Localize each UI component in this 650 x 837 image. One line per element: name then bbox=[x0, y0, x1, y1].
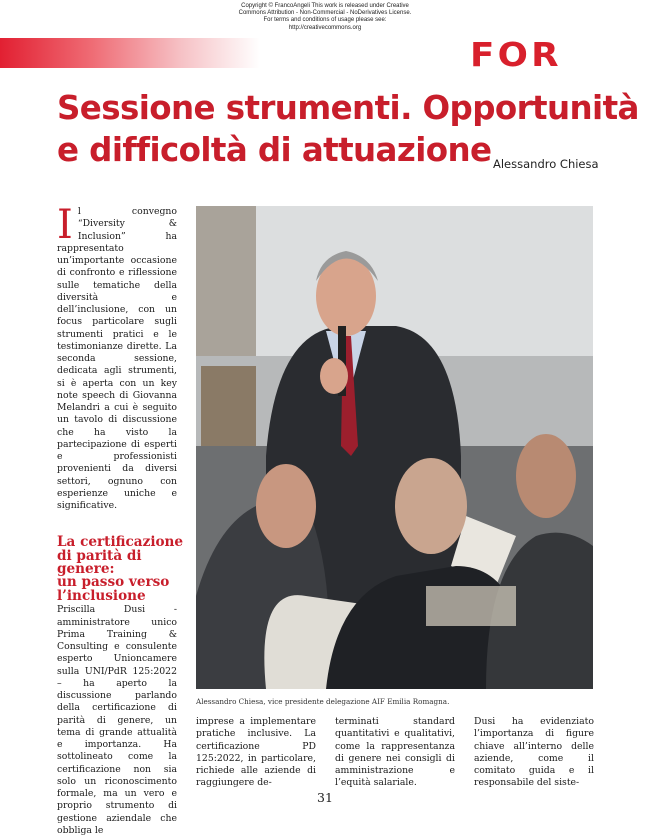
header-accent-band bbox=[0, 38, 260, 68]
license-line: For terms and conditions of usage please see: bbox=[263, 17, 387, 24]
section-heading bbox=[57, 534, 184, 604]
section-heading-line: La certificazione bbox=[57, 534, 184, 551]
intro-paragraph bbox=[57, 202, 177, 512]
section-heading-line: genere: bbox=[57, 561, 115, 578]
page-number: 31 bbox=[317, 790, 333, 805]
intro-text: l convegno “Diversity & Inclusion” ha rappresentato un’importante occasione di confronto e riflessione sulle tematiche della diversità e dell’inclusione, con un focus particolare sugli strumenti pratici e le testimonianze dirette. La seconda sessione, dedicata agli strumenti, si è aperta con un key note speech di Giovanna Melandri a cui è seguito un tavolo di discussione che ha visto la partecipazione di esperti e professionisti provenienti da diversi settori, ognuno con esperienze uniche e significative. bbox=[57, 206, 177, 511]
section-paragraph: Priscilla Dusi - amministratore unico Prima Training & Consulting e consulente esperto Unioncamere sulla UNI/PdR 125:2022 – ha aperto la discussione parlando della certificazione di parità di genere, un tema di grande attualità e importanza. Ha sottolineato come la certificazione non sia solo un riconoscimento formale, ma un vero e proprio strumento di gestione aziendale che obbliga le bbox=[57, 604, 177, 836]
section-heading-line: l’inclusione bbox=[57, 587, 146, 604]
magazine-logo: FOR bbox=[470, 35, 562, 74]
article-author: Alessandro Chiesa bbox=[493, 157, 599, 171]
section-heading-line: di parità di bbox=[57, 547, 142, 564]
left-column bbox=[57, 202, 184, 837]
article-title-line: Sessione strumenti. Opportunità bbox=[57, 89, 639, 127]
license-line: Copyright © FrancoAngeli This work is released under Creative bbox=[241, 3, 409, 9]
column-3-text: terminati standard quantitativi e qualitativi, come la rappresentanza di genere nei consigli di amministrazione e l’equità salariale. bbox=[335, 716, 455, 789]
speaker-photo bbox=[196, 206, 593, 689]
article-title-line: e difficoltà di attuazione bbox=[57, 131, 492, 169]
column-2-text: imprese a implementare pratiche inclusive. La certificazione PD 125:2022, in particolare, richiede alle aziende di raggiungere de- bbox=[196, 716, 316, 789]
section-heading-line: un passo verso bbox=[57, 574, 170, 591]
column-2 bbox=[196, 716, 316, 790]
speaker-photo-illustration bbox=[196, 206, 593, 689]
license-url: http://creativecommons.org bbox=[288, 24, 362, 31]
column-4 bbox=[474, 716, 594, 790]
column-3 bbox=[335, 716, 455, 790]
column-4-text: Dusi ha evidenziato l’importanza di figure chiave all’interno delle aziende, come il comitato guida e il responsabile del siste- bbox=[474, 716, 594, 789]
license-line: Commons Attribution - Non-Commercial - NoDerivatives License. bbox=[238, 10, 412, 17]
photo-caption: Alessandro Chiesa, vice presidente delegazione AIF Emilia Romagna. bbox=[196, 697, 450, 706]
drop-cap: I bbox=[57, 202, 73, 248]
license-notice bbox=[200, 3, 450, 32]
